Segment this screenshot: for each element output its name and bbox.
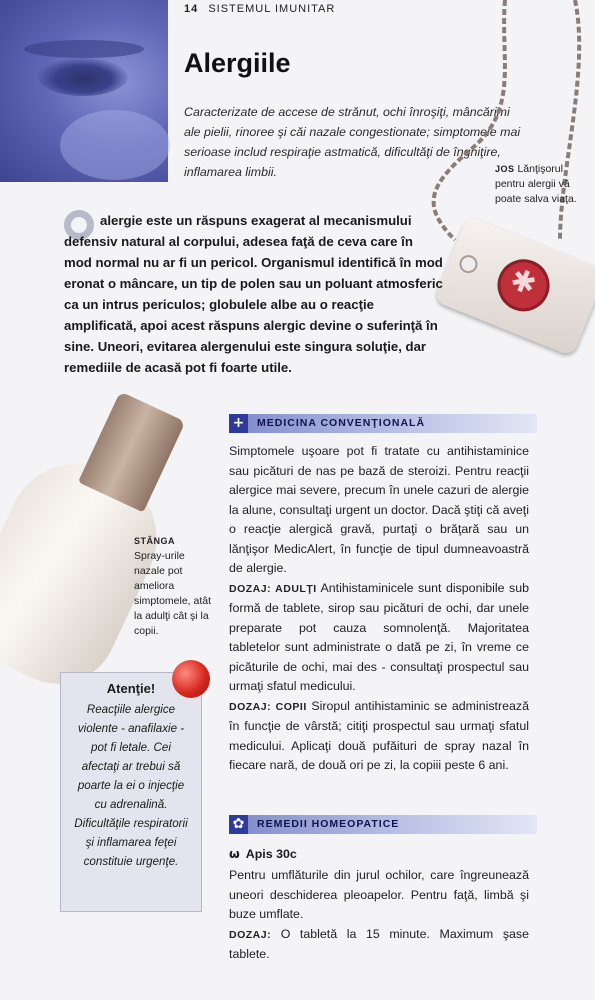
face-photo-eye (38, 58, 128, 96)
homeopathic-dose (229, 925, 529, 965)
conventional-paragraph: Simptomele uşoare pot fi tratate cu antihistaminice sau picături de nas pe bază de steroizi. Pentru reacţii alergice mai severe, precum în unele cazuri de alergie la alune, consultaţi urgent un doctor. Dacă ştiţi că aveţi o reacţie alergică gravă, purtaţi o brăţară sau un lănţişor MedicAlert, în funcţie de tipul dumneavoastră de alergie. (229, 444, 529, 575)
warning-box (60, 672, 202, 912)
homeopathic-body (229, 866, 529, 965)
section-conventional-label: MEDICINA CONVENŢIONALĂ (257, 417, 426, 429)
running-head (184, 3, 335, 15)
face-photo (0, 0, 168, 182)
lead-paragraph (64, 210, 444, 378)
section-title: SISTEMUL IMUNITAR (208, 3, 336, 15)
warning-title: Atenţie! (106, 681, 156, 696)
remedy-name (229, 846, 297, 861)
dose-children-text: Siropul antihistaminic se administrează în funcţie de vârstă; citiţi prospectul sau urmaţi sfatul medicului. Aplicaţi două pufăituri de spray nazal în fiecare nară, de două ori pe zi, la copiii peste 6 ani. (229, 698, 529, 772)
lead-text: alergie este un răspuns exagerat al mecanismului defensiv natural al corpului, adesea faţă de ceva care în mod normal nu ar fi un pericol. Organismul identifică în mod eronat o mâncare, un tip de polen sau un poluant atmosferic ca un intrus periculos; globulele albe au o reacţie amplificată, apoi acest răspuns alergic devine o suferinţă în sine. Uneori, evitarea alergenului este singura soluţie, dar remediile de acasă pot fi foarte utile. (64, 213, 443, 375)
face-photo-brow (24, 40, 144, 58)
section-homeopathic-heading (229, 815, 537, 834)
face-photo-cheek (60, 110, 170, 180)
conventional-body (229, 442, 529, 776)
homeopathic-dose-label: DOZAJ: (229, 928, 272, 941)
warning-dot-icon (172, 660, 210, 698)
remedy-name-text: Apis 30c (245, 847, 297, 861)
homeopathic-dose-text: O tabletă la 15 minute. Maximum şase tablete. (229, 926, 529, 961)
dose-adults-text: Antihistaminicele sunt disponibile sub formă de tablete, sirop sau picături de ochi, dar unele preparate pot cauza somnolenţă. Majoritatea tabletelor sunt administrate o dată pe zi, în vreme ce picăturile de ochi, mai des - consultaţi prospectul sau urmaţi sfatul medicului. (229, 580, 529, 693)
dose-children (229, 697, 529, 776)
medical-symbol-icon (490, 251, 558, 319)
warning-text: Reacţiile alergice violente - anafilaxie - pot fi letale. Cei afectaţi ar trebui să poarte la ei o injecţie cu adrenalină. Dificultăţile respiratorii şi inflamarea feţei constituie urgenţe. (74, 703, 188, 868)
cross-icon: + (229, 414, 248, 433)
page-title: Alergiile (184, 48, 291, 78)
remedy-swirl-icon: ω (229, 846, 240, 861)
page-number: 14 (184, 3, 199, 15)
dose-adults-label: DOZAJ: ADULŢI (229, 582, 317, 595)
dose-adults (229, 579, 529, 697)
section-homeopathic-label: REMEDII HOMEOPATICE (257, 818, 400, 830)
caption-spray (134, 534, 214, 639)
tag-hole (457, 252, 480, 275)
caption-spray-label: STÂNGA (134, 536, 175, 546)
section-conventional-heading (229, 414, 537, 433)
homeopathic-paragraph: Pentru umflăturile din jurul ochilor, care îngreunează uneori deschiderea pleoapelor. Pentru faţă, limbă şi buze umflate. (229, 868, 529, 921)
caption-spray-text: Spray-urile nazale pot ameliora simptomele, atât la adulţi cât şi la copii. (134, 550, 212, 637)
caption-chain (495, 162, 595, 207)
dose-children-label: DOZAJ: COPII (229, 700, 307, 713)
caption-chain-label: JOS (495, 164, 515, 174)
medicalert-tag (433, 215, 595, 356)
caption-chain-text: Lănţişorul pentru alergii vă poate salva viaţa. (495, 163, 577, 205)
intro-text: Caracterizate de accese de strănut, ochi înroşiţi, mâncărimi ale pielii, rinoree şi căi nazale congestionate; simptomele mai serioase includ respiraţie astmatică, dificultăţi de înghiţire, inflamarea limbii. (184, 105, 521, 179)
flower-icon: ✿ (229, 815, 248, 834)
